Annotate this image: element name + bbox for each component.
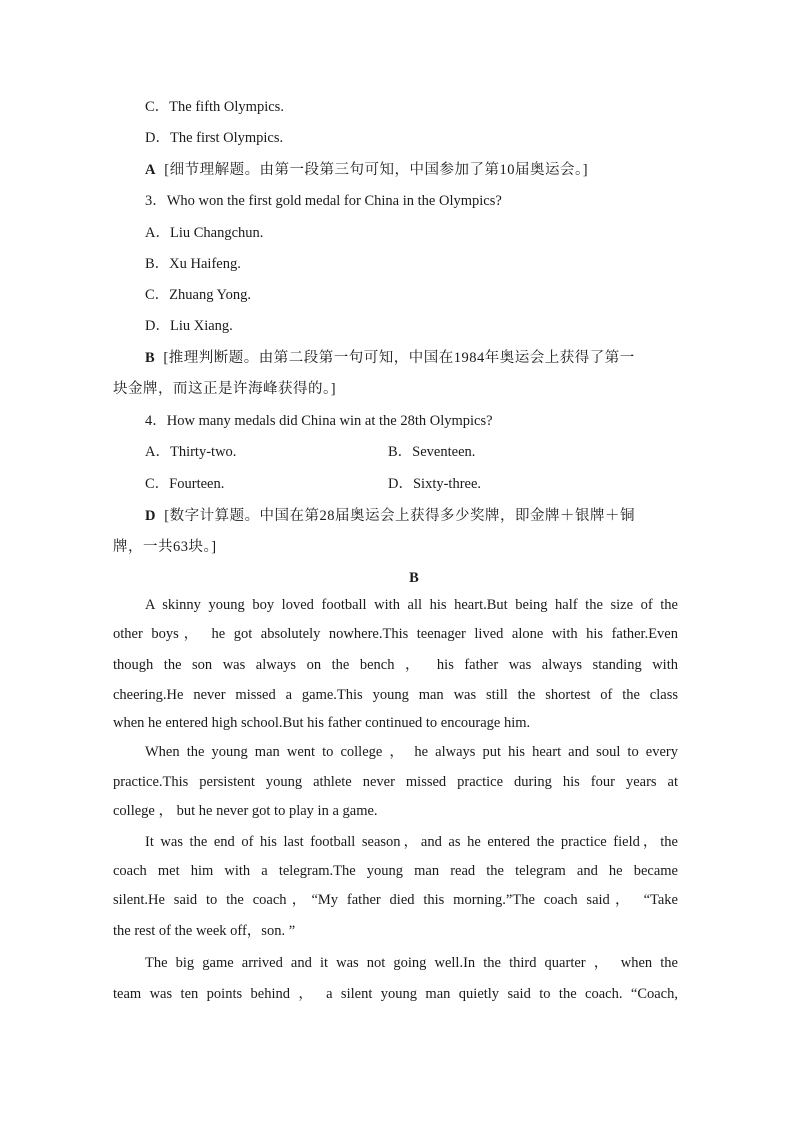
q4-option-d: D．Sixty-three. xyxy=(388,476,482,492)
passage-p1-line3: though the son was always on the bench ， his father was always standing with xyxy=(113,657,678,673)
q4-question: 4．How many medals did China win at the 28th Olympics? xyxy=(145,413,493,429)
q3-option-d: D．Liu Xiang. xyxy=(145,318,233,334)
passage-p2-line2: practice.This persistent young athlete never missed practice during his four years at xyxy=(113,774,678,790)
passage-p3-line1: It was the end of his last football season，and as he entered the practice field，the xyxy=(145,834,678,850)
passage-p3-line3: silent.He said to the coach，“My father died this morning.”The coach said， “Take xyxy=(113,892,678,908)
q3-answer-letter: B xyxy=(145,350,156,366)
passage-p4-line1: The big game arrived and it was not going well.In the third quarter ， when the xyxy=(145,955,678,971)
passage-p4-line2: team was ten points behind ， a silent young man quietly said to the coach. “Coach, xyxy=(113,986,678,1002)
passage-p2-line1: When the young man went to college ， he always put his heart and soul to every xyxy=(145,744,678,760)
passage-p1-line4: cheering.He never missed a game.This young man was still the shortest of the class xyxy=(113,687,678,703)
q4-option-c: C．Fourteen. xyxy=(145,476,225,492)
q4-option-a: A．Thirty-two. xyxy=(145,444,237,460)
q2-answer-explanation: [细节理解题。由第一段第三句可知，中国参加了第10届奥运会。] xyxy=(164,162,589,178)
q3-option-a: A．Liu Changchun. xyxy=(145,225,264,241)
q3-answer-explanation-line2: 块金牌，而这正是许海峰获得的。] xyxy=(113,381,337,397)
q4-option-b: B．Seventeen. xyxy=(388,444,476,460)
passage-p3-line2: coach met him with a telegram.The young man read the telegram and he became xyxy=(113,863,678,879)
q2-option-c: C．The fifth Olympics. xyxy=(145,99,284,115)
q3-answer xyxy=(145,348,635,368)
q3-option-b: B．Xu Haifeng. xyxy=(145,256,241,272)
section-title: B xyxy=(409,570,419,586)
q4-answer-explanation-line1: [数字计算题。中国在第28届奥运会上获得多少奖牌，即金牌＋银牌＋铜 xyxy=(164,508,636,524)
q3-option-c: C．Zhuang Yong. xyxy=(145,287,251,303)
passage-p1-line2: other boys， he got absolutely nowhere.This teenager lived alone with his father.Even xyxy=(113,626,678,642)
passage-p1-line1: A skinny young boy loved football with all his heart.But being half the size of the xyxy=(145,597,678,613)
passage-p3-line4: the rest of the week off，son. ” xyxy=(113,923,296,939)
q2-answer-letter: A xyxy=(145,162,156,178)
q3-question: 3．Who won the first gold medal for China in the Olympics? xyxy=(145,193,502,209)
q2-option-d: D．The first Olympics. xyxy=(145,130,284,146)
q3-answer-explanation-line1: [推理判断题。由第二段第一句可知，中国在1984年奥运会上获得了第一 xyxy=(163,350,635,366)
passage-p1-line5: when he entered high school.But his father continued to encourage him. xyxy=(113,715,531,731)
q2-answer xyxy=(145,160,588,180)
q4-answer-letter: D xyxy=(145,508,156,524)
q4-answer-explanation-line2: 牌，一共63块。] xyxy=(113,539,217,555)
q4-answer xyxy=(145,506,635,526)
passage-p2-line3: college ， but he never got to play in a game. xyxy=(113,803,378,819)
